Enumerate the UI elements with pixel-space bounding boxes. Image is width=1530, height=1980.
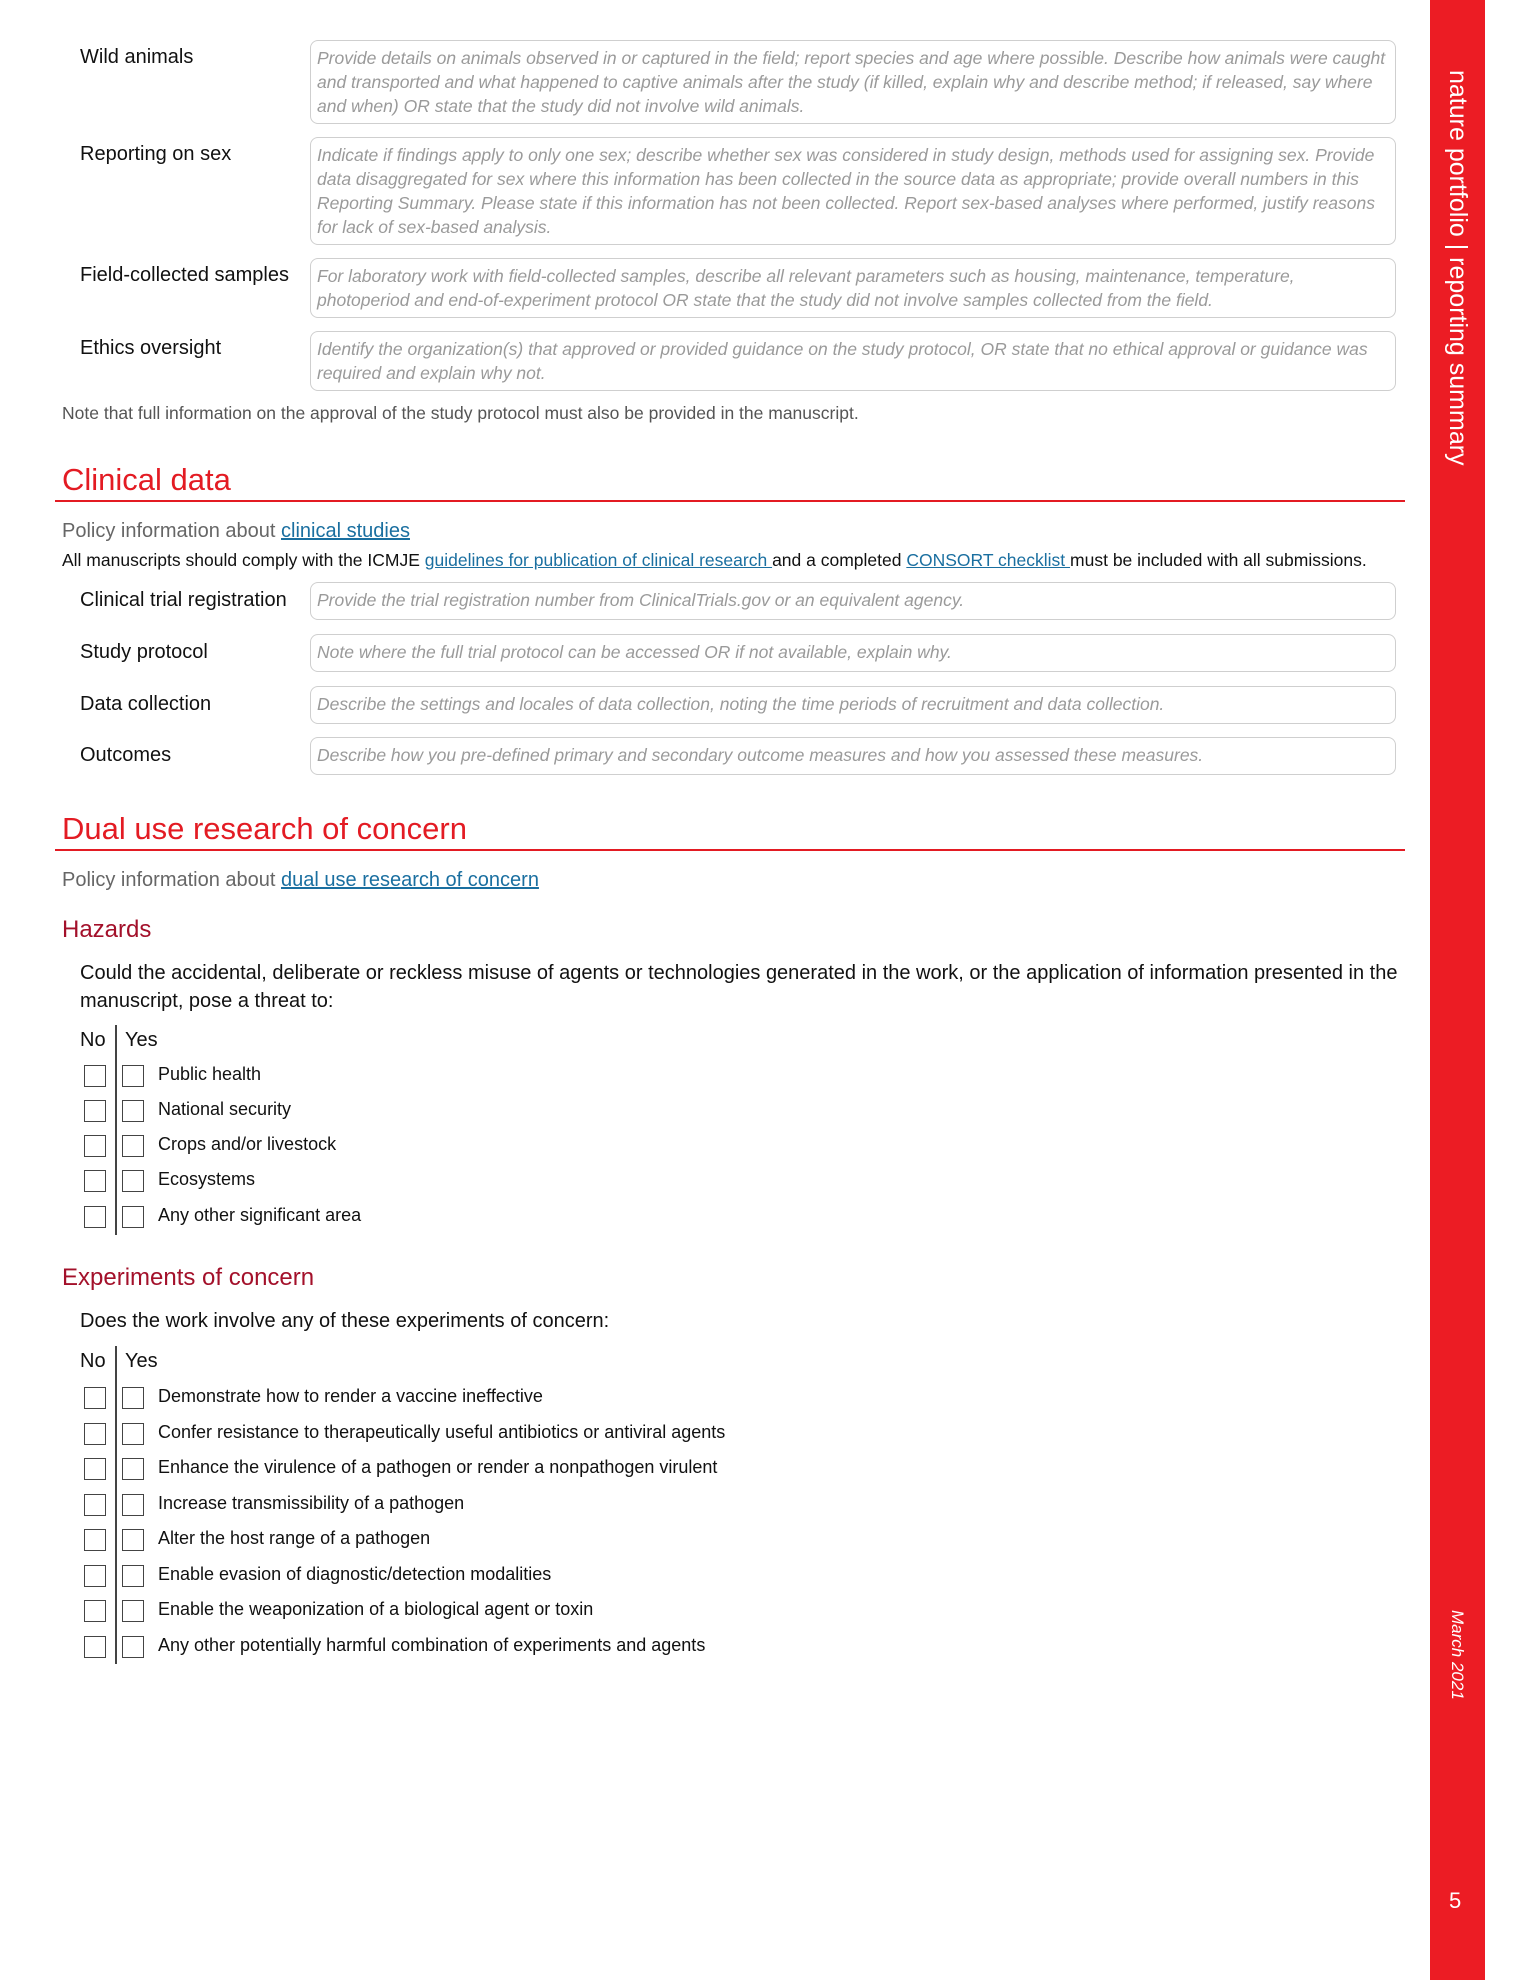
- field-label: Ethics oversight: [80, 337, 222, 359]
- revision-date: March 2021: [1448, 1610, 1467, 1700]
- experiment-no-checkbox[interactable]: [84, 1458, 106, 1480]
- hazard-no-checkbox[interactable]: [84, 1206, 106, 1228]
- hazard-yes-checkbox[interactable]: [122, 1065, 144, 1087]
- clinical-trial-registration-input[interactable]: Provide the trial registration number from ClinicalTrials.gov or an equivalent agency.: [310, 582, 1396, 620]
- experiment-label: Enhance the virulence of a pathogen or render a nonpathogen virulent: [158, 1457, 718, 1477]
- clinical-studies-link[interactable]: clinical studies: [281, 520, 410, 542]
- experiments-question: Does the work involve any of these experiments of concern:: [80, 1310, 610, 1332]
- experiment-no-checkbox[interactable]: [84, 1494, 106, 1516]
- experiment-yes-checkbox[interactable]: [122, 1529, 144, 1551]
- experiment-no-checkbox[interactable]: [84, 1600, 106, 1622]
- hazard-no-checkbox[interactable]: [84, 1170, 106, 1192]
- hazard-no-checkbox[interactable]: [84, 1100, 106, 1122]
- experiment-yes-checkbox[interactable]: [122, 1565, 144, 1587]
- no-label: No: [80, 1029, 106, 1051]
- experiment-no-checkbox[interactable]: [84, 1565, 106, 1587]
- dual-use-policy-info: [62, 869, 539, 892]
- field-label: Clinical trial registration: [80, 589, 287, 611]
- field-label: Outcomes: [80, 744, 172, 766]
- dual-use-title: Dual use research of concern: [62, 811, 467, 846]
- experiment-label: Enable evasion of diagnostic/detection modalities: [158, 1564, 552, 1584]
- reporting-on-sex-input[interactable]: Indicate if findings apply to only one sex; describe whether sex was considered in study design, methods used for assigning sex. Provide data disaggregated for sex where this information has been collected in the source data as appropriate; provide overall numbers in this Reporting Summary. Please state if this information has not been collected. Report sex-based analyses where performed, justify reasons for lack of sex-based analysis.: [310, 137, 1396, 245]
- compliance-statement: [62, 550, 1367, 571]
- yes-label: Yes: [125, 1350, 158, 1372]
- icmje-guidelines-link[interactable]: guidelines for publication of clinical research: [424, 550, 773, 570]
- experiment-label: Any other potentially harmful combination of experiments and agents: [158, 1635, 706, 1655]
- hazard-no-checkbox[interactable]: [84, 1135, 106, 1157]
- experiments-heading: Experiments of concern: [62, 1264, 315, 1291]
- section-divider: [55, 849, 1405, 851]
- no-label: No: [80, 1350, 106, 1372]
- hazards-heading: Hazards: [62, 916, 152, 943]
- experiment-yes-checkbox[interactable]: [122, 1494, 144, 1516]
- experiment-no-checkbox[interactable]: [84, 1529, 106, 1551]
- hazard-label: Public health: [158, 1064, 262, 1084]
- field-label: Reporting on sex: [80, 143, 232, 165]
- experiment-label: Demonstrate how to render a vaccine ineffective: [158, 1386, 543, 1406]
- field-collected-samples-input[interactable]: For laboratory work with field-collected samples, describe all relevant parameters such as housing, maintenance, temperature, photoperiod and end-of-experiment protocol OR state that the study did not involve samples collected from the field.: [310, 258, 1396, 318]
- policy-prefix: Policy information about: [62, 520, 282, 542]
- hazard-yes-checkbox[interactable]: [122, 1135, 144, 1157]
- hazard-yes-checkbox[interactable]: [122, 1170, 144, 1192]
- field-label: Study protocol: [80, 641, 208, 663]
- hazard-yes-checkbox[interactable]: [122, 1206, 144, 1228]
- compliance-text-1: All manuscripts should comply with the ICMJE: [62, 550, 425, 570]
- experiment-yes-checkbox[interactable]: [122, 1458, 144, 1480]
- experiment-yes-checkbox[interactable]: [122, 1387, 144, 1409]
- data-collection-input[interactable]: Describe the settings and locales of data collection, noting the time periods of recruitment and data collection.: [310, 686, 1396, 724]
- hazard-label: National security: [158, 1099, 292, 1119]
- hazard-no-checkbox[interactable]: [84, 1065, 106, 1087]
- clinical-data-title: Clinical data: [62, 462, 231, 497]
- experiment-label: Increase transmissibility of a pathogen: [158, 1493, 465, 1513]
- journal-title: nature portfolio | reporting summary: [1444, 70, 1472, 466]
- experiment-label: Alter the host range of a pathogen: [158, 1528, 431, 1548]
- field-label: Wild animals: [80, 46, 194, 68]
- yes-label: Yes: [125, 1029, 158, 1051]
- ethics-oversight-input[interactable]: Identify the organization(s) that approved or provided guidance on the study protocol, OR state that no ethical approval or guidance was required and explain why not.: [310, 331, 1396, 391]
- clinical-policy-info: [62, 520, 410, 543]
- approval-note: Note that full information on the approval of the study protocol must also be provided in the manuscript.: [62, 403, 859, 423]
- compliance-text-2: and a completed: [772, 550, 907, 570]
- wild-animals-input[interactable]: Provide details on animals observed in or captured in the field; report species and age where possible. Describe how animals were caught and transported and what happened to captive animals after the study (if killed, explain why and describe method; if released, say where and when) OR state that the study did not involve wild animals.: [310, 40, 1396, 124]
- experiment-yes-checkbox[interactable]: [122, 1600, 144, 1622]
- field-label: Data collection: [80, 693, 212, 715]
- page-number: 5: [1449, 1888, 1462, 1913]
- field-label: Field-collected samples: [80, 264, 289, 286]
- consort-checklist-link[interactable]: CONSORT checklist: [906, 550, 1071, 570]
- experiment-label: Confer resistance to therapeutically useful antibiotics or antiviral agents: [158, 1422, 726, 1442]
- compliance-text-3: must be included with all submissions.: [1070, 550, 1367, 570]
- experiment-no-checkbox[interactable]: [84, 1423, 106, 1445]
- yes-no-divider: [115, 1346, 117, 1664]
- hazards-question: Could the accidental, deliberate or reckless misuse of agents or technologies generated in the work, or the application of information presented in the manuscript, pose a threat to:: [80, 962, 1398, 1012]
- hazard-label: Crops and/or livestock: [158, 1134, 337, 1154]
- experiment-yes-checkbox[interactable]: [122, 1636, 144, 1658]
- experiment-no-checkbox[interactable]: [84, 1387, 106, 1409]
- yes-no-divider: [115, 1025, 117, 1235]
- policy-prefix: Policy information about: [62, 869, 282, 891]
- outcomes-input[interactable]: Describe how you pre-defined primary and secondary outcome measures and how you assessed these measures.: [310, 737, 1396, 775]
- hazard-label: Any other significant area: [158, 1205, 362, 1225]
- study-protocol-input[interactable]: Note where the full trial protocol can be accessed OR if not available, explain why.: [310, 634, 1396, 672]
- experiment-yes-checkbox[interactable]: [122, 1423, 144, 1445]
- experiment-no-checkbox[interactable]: [84, 1636, 106, 1658]
- hazard-yes-checkbox[interactable]: [122, 1100, 144, 1122]
- experiment-label: Enable the weaponization of a biological agent or toxin: [158, 1599, 594, 1619]
- dual-use-research-link[interactable]: dual use research of concern: [281, 869, 539, 891]
- hazard-label: Ecosystems: [158, 1169, 256, 1189]
- section-divider: [55, 500, 1405, 502]
